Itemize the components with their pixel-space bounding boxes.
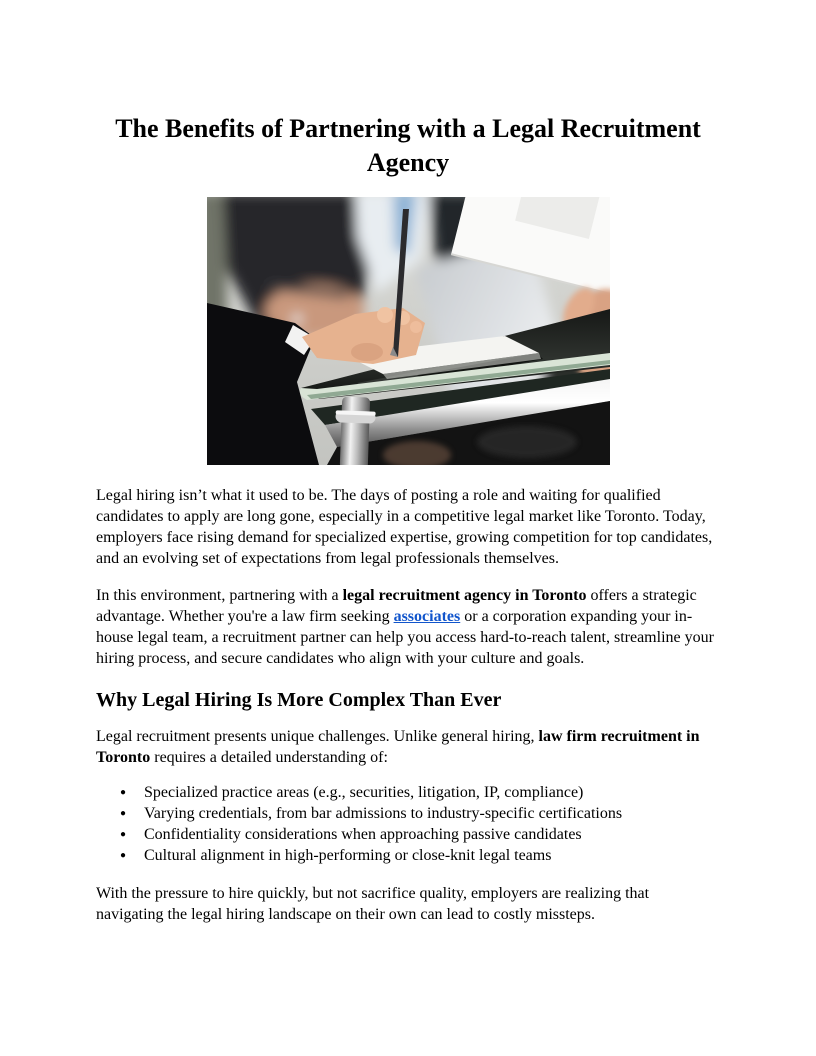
- advantage-run-1: In this environment, partnering with a: [96, 587, 343, 604]
- intro-paragraph: [96, 485, 720, 569]
- intro-text: Legal hiring isn’t what it used to be. The days of posting a role and waiting for qualified candidates to apply are long gone, especially in a competitive legal market like Toronto. Today, employers face rising demand for specialized expertise, growing competition for top candidates, and an evolving set of expectations from legal professionals themselves.: [96, 487, 713, 567]
- bullet-icon: ●: [120, 808, 127, 819]
- business-meeting-illustration: [207, 197, 610, 465]
- bold-law-firm-recruitment: law firm recruitment in Toronto: [96, 728, 700, 766]
- list-item: [120, 824, 720, 845]
- list-item: [120, 782, 720, 803]
- associates-link[interactable]: associates: [393, 608, 461, 625]
- advantage-run-2: offers a strategic advantage. Whether you're a law firm seeking: [96, 587, 697, 625]
- business-meeting-photo: [207, 197, 610, 465]
- list-item-text: Cultural alignment in high-performing or close-knit legal teams: [144, 847, 552, 864]
- closing-text: With the pressure to hire quickly, but not sacrifice quality, employers are realizing that navigating the legal hiring landscape on their own can lead to costly missteps.: [96, 885, 650, 923]
- lead-in-run-2: requires a detailed understanding of:: [150, 749, 388, 766]
- bullet-icon: ●: [120, 787, 127, 798]
- bullet-icon: ●: [120, 850, 127, 861]
- list-lead-in-paragraph: [96, 726, 720, 768]
- page-title: The Benefits of Partnering with a Legal Recruitment Agency: [115, 114, 701, 177]
- closing-paragraph: [96, 883, 720, 925]
- advantage-run-3: or a corporation expanding your in-house legal team, a recruitment partner can help you access hard-to-reach talent, streamline your hiring process, and secure candidates who align with your culture and goals.: [96, 608, 714, 667]
- list-item-text: Confidentiality considerations when approaching passive candidates: [144, 826, 582, 843]
- bullet-icon: ●: [120, 829, 127, 840]
- list-item: [120, 845, 720, 866]
- section-heading-complexity: Why Legal Hiring Is More Complex Than Ever: [96, 689, 502, 711]
- list-item-text: Varying credentials, from bar admissions to industry-specific certifications: [144, 805, 623, 822]
- challenges-bullet-list: [96, 782, 720, 866]
- bold-legal-recruitment-agency: legal recruitment agency in Toronto: [342, 587, 587, 604]
- strategic-advantage-paragraph: [96, 585, 720, 669]
- list-item-text: Specialized practice areas (e.g., securities, litigation, IP, compliance): [144, 784, 584, 801]
- list-item: [120, 803, 720, 824]
- lead-in-run-1: Legal recruitment presents unique challenges. Unlike general hiring,: [96, 728, 539, 745]
